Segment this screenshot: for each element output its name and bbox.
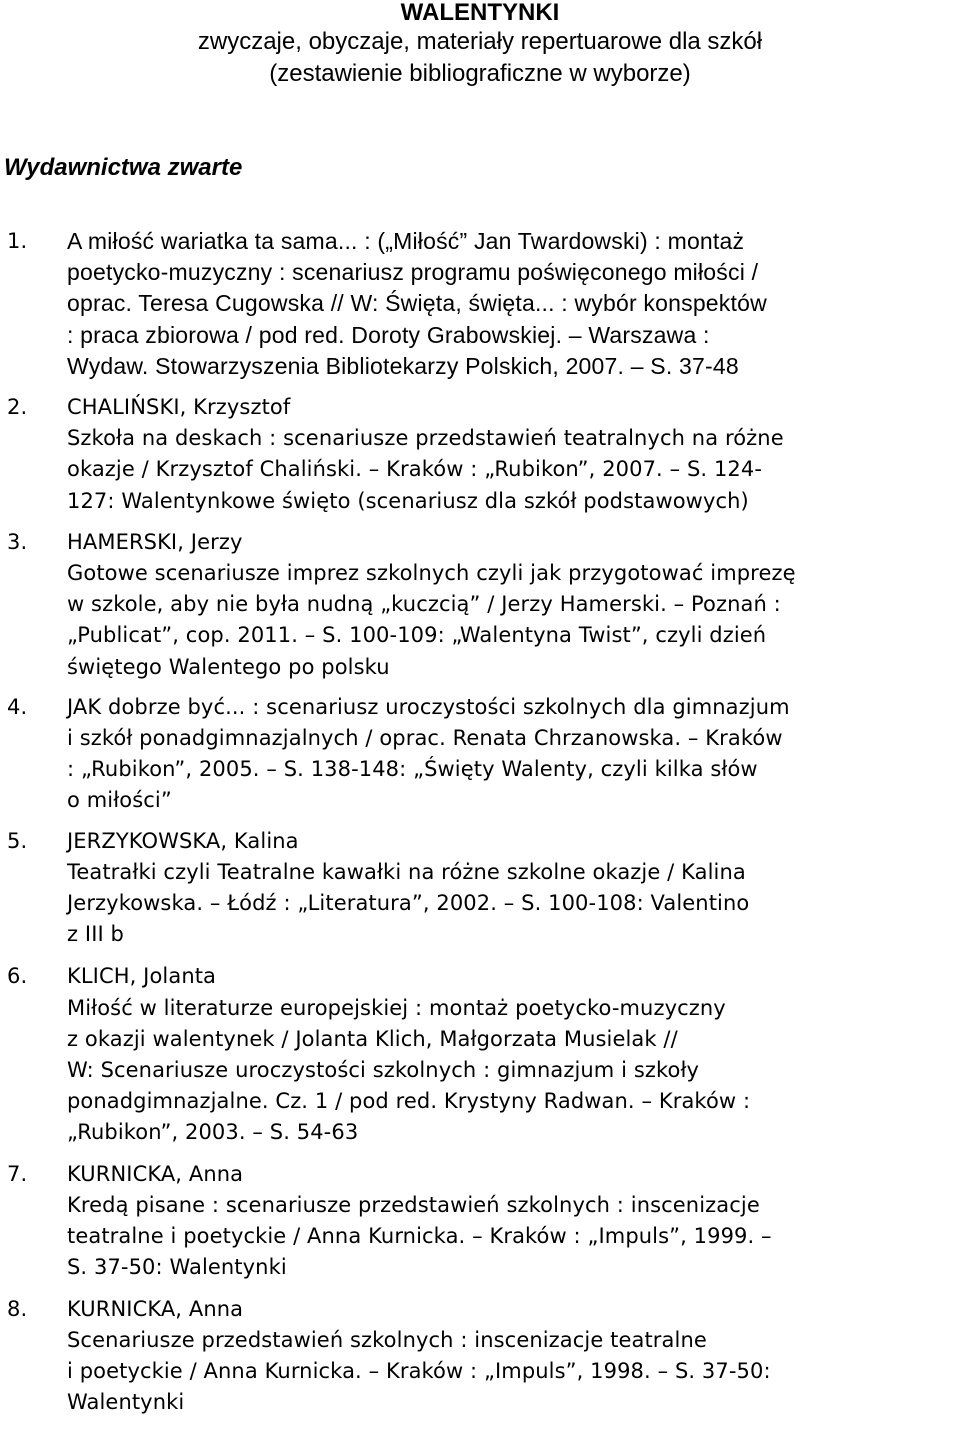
entry-text bbox=[67, 392, 954, 517]
entry-line: „Rubikon”, 2003. – S. 54-63 bbox=[67, 1120, 359, 1145]
bibliography-entry bbox=[0, 1294, 960, 1419]
entry-number: 6. bbox=[7, 964, 28, 989]
entry-number: 1. bbox=[7, 229, 28, 253]
section-heading: Wydawnictwa zwarte bbox=[4, 154, 243, 181]
entry-line: Jerzykowska. – Łódź : „Literatura”, 2002. – S. 100-108: Valentino bbox=[67, 891, 750, 916]
entry-line: KLICH, Jolanta bbox=[67, 964, 217, 989]
entry-line: : praca zbiorowa / pod red. Doroty Grabowskiej. – Warszawa : bbox=[67, 321, 710, 348]
document-subtitle-line1: zwyczaje, obyczaje, materiały repertuarowe dla szkół bbox=[197, 28, 763, 55]
entry-line: JERZYKOWSKA, Kalina bbox=[67, 828, 299, 853]
entry-line: Szkoła na deskach : scenariusze przedstawień teatralnych na różne bbox=[67, 426, 784, 451]
bibliography-entry bbox=[0, 527, 960, 683]
entry-number: 5. bbox=[7, 828, 28, 853]
entry-line: HAMERSKI, Jerzy bbox=[67, 529, 243, 554]
bibliography-entry bbox=[0, 226, 960, 382]
entry-line: okazje / Krzysztof Chaliński. – Kraków : „Rubikon”, 2007. – S. 124- bbox=[67, 457, 763, 482]
entry-text bbox=[67, 527, 954, 683]
entry-number: 2. bbox=[7, 395, 28, 420]
document-title: WALENTYNKI bbox=[400, 0, 560, 26]
entry-line: Miłość w literaturze europejskiej : montaż poetycko-muzyczny bbox=[67, 995, 726, 1020]
entry-text bbox=[67, 826, 954, 951]
bibliography-entry bbox=[0, 961, 960, 1148]
entry-line: JAK dobrze być... : scenariusz uroczystości szkolnych dla gimnazjum bbox=[67, 694, 790, 719]
entry-line: z III b bbox=[67, 922, 124, 947]
entry-line: A miłość wariatka ta sama... : („Miłość” Jan Twardowski) : montaż bbox=[67, 228, 745, 254]
entry-line: oprac. Teresa Cugowska // W: Święta, święta... : wybór konspektów bbox=[67, 290, 767, 317]
entry-line: S. 37-50: Walentynki bbox=[67, 1255, 287, 1280]
entry-line: KURNICKA, Anna bbox=[67, 1161, 244, 1186]
entry-text bbox=[67, 961, 954, 1148]
document-header bbox=[0, 0, 960, 90]
entry-line: i poetyckie / Anna Kurnicka. – Kraków : „Impuls”, 1998. – S. 37-50: bbox=[67, 1358, 771, 1383]
entry-line: w szkole, aby nie była nudną „kuczcią” / Jerzy Hamerski. – Poznań : bbox=[67, 592, 781, 617]
entry-line: o miłości” bbox=[67, 788, 172, 813]
bibliography-entry bbox=[0, 392, 960, 517]
entry-line: teatralne i poetyckie / Anna Kurnicka. – Kraków : „Impuls”, 1999. – bbox=[67, 1224, 772, 1249]
entry-number: 4. bbox=[7, 694, 28, 719]
entry-number: 8. bbox=[7, 1296, 28, 1321]
entry-line: 127: Walentynkowe święto (scenariusz dla szkół podstawowych) bbox=[67, 488, 749, 513]
entry-line: Walentynki bbox=[67, 1390, 185, 1415]
entry-line: CHALIŃSKI, Krzysztof bbox=[67, 395, 291, 420]
entry-line: Gotowe scenariusze imprez szkolnych czyli jak przygotować imprezę bbox=[67, 561, 796, 586]
entry-line: W: Scenariusze uroczystości szkolnych : gimnazjum i szkoły bbox=[67, 1058, 700, 1083]
entry-line: Teatrałki czyli Teatralne kawałki na różne szkolne okazje / Kalina bbox=[67, 859, 746, 884]
bibliography-entry bbox=[0, 692, 960, 817]
entry-text bbox=[67, 692, 954, 817]
document-subtitle-line2: (zestawienie bibliograficzne w wyborze) bbox=[269, 60, 691, 87]
bibliography-list bbox=[0, 226, 960, 1418]
entry-number: 7. bbox=[7, 1161, 28, 1186]
entry-line: poetycko-muzyczny : scenariusz programu poświęconego miłości / bbox=[67, 259, 759, 286]
entry-line: Scenariusze przedstawień szkolnych : inscenizacje teatralne bbox=[67, 1327, 707, 1352]
entry-line: i szkół ponadgimnazjalnych / oprac. Renata Chrzanowska. – Kraków bbox=[67, 726, 783, 751]
entry-line: z okazji walentynek / Jolanta Klich, Małgorzata Musielak // bbox=[67, 1026, 678, 1051]
entry-text bbox=[67, 226, 954, 382]
bibliography-entry bbox=[0, 826, 960, 951]
entry-line: Wydaw. Stowarzyszenia Bibliotekarzy Polskich, 2007. – S. 37-48 bbox=[67, 352, 739, 379]
entry-line: „Publicat”, cop. 2011. – S. 100-109: „Walentyna Twist”, czyli dzień bbox=[67, 623, 767, 648]
entry-line: Kredą pisane : scenariusze przedstawień szkolnych : inscenizacje bbox=[67, 1192, 760, 1217]
entry-line: KURNICKA, Anna bbox=[67, 1296, 244, 1321]
entry-text bbox=[67, 1159, 954, 1284]
bibliography-entry bbox=[0, 1159, 960, 1284]
entry-line: świętego Walentego po polsku bbox=[67, 654, 390, 679]
entry-text bbox=[67, 1294, 954, 1419]
entry-number: 3. bbox=[7, 529, 28, 554]
entry-line: : „Rubikon”, 2005. – S. 138-148: „Święty Walenty, czyli kilka słów bbox=[67, 757, 758, 782]
entry-line: ponadgimnazjalne. Cz. 1 / pod red. Krystyny Radwan. – Kraków : bbox=[67, 1089, 751, 1114]
